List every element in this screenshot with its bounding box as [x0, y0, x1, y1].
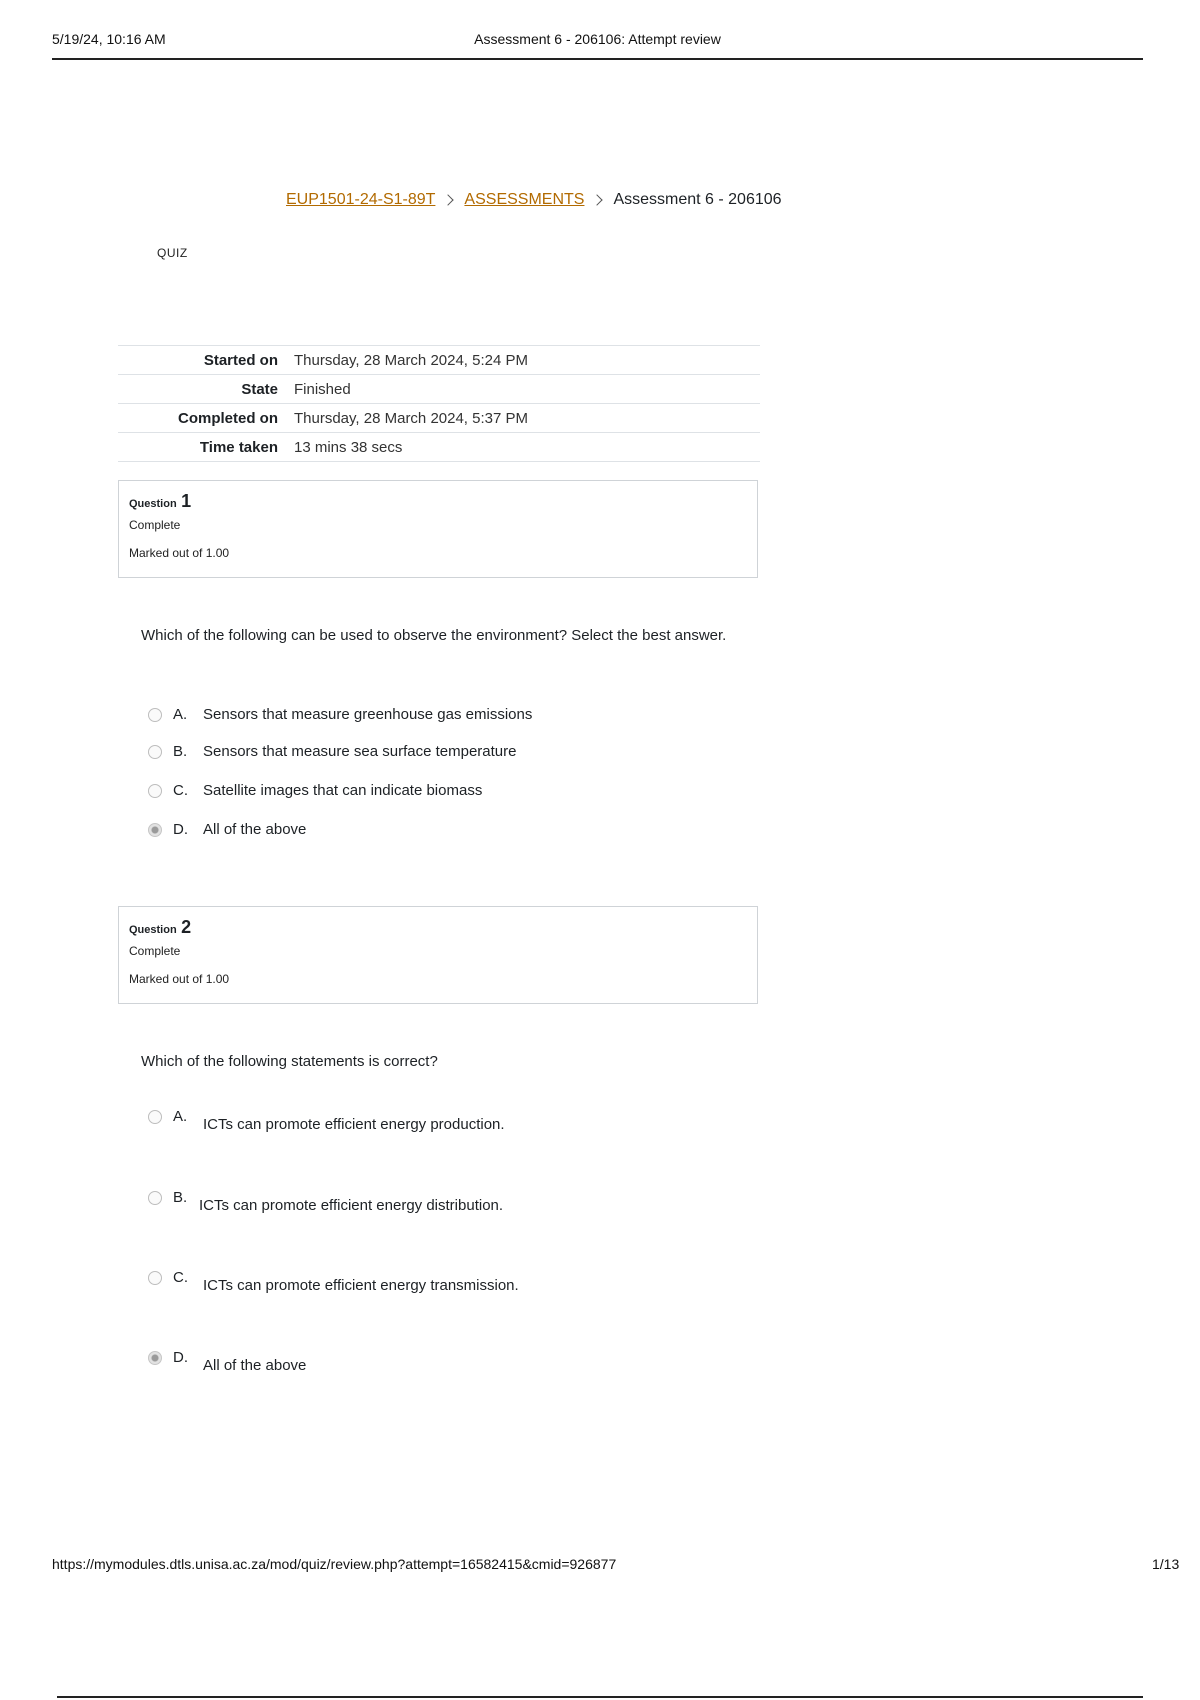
breadcrumb-current: Assessment 6 - 206106: [613, 191, 782, 208]
summary-key: Completed on: [118, 404, 294, 433]
print-date: 5/19/24, 10:16 AM: [52, 31, 166, 47]
option-text: All of the above: [203, 821, 307, 838]
question-number: 1: [181, 491, 192, 511]
question-label: Question: [129, 498, 177, 510]
option-text: ICTs can promote efficient energy distribution.: [199, 1197, 504, 1214]
option-text: Satellite images that can indicate biomass: [203, 782, 483, 799]
print-footer-url: https://mymodules.dtls.unisa.ac.za/mod/quiz/review.php?attempt=16582415&cmid=926877: [52, 1556, 617, 1572]
question-1-text: Which of the following can be used to observe the environment? Select the best answer.: [141, 627, 727, 644]
radio-icon[interactable]: [148, 745, 162, 759]
breadcrumb-course-link[interactable]: EUP1501-24-S1-89T: [286, 191, 436, 208]
summary-row-completed: [118, 404, 760, 433]
summary-row-state: [118, 375, 760, 404]
question-2-option-b[interactable]: [148, 1189, 503, 1214]
option-text: Sensors that measure greenhouse gas emissions: [203, 706, 533, 723]
question-2-option-d[interactable]: [148, 1349, 306, 1374]
question-1-option-d[interactable]: [148, 821, 306, 838]
summary-row-started: [118, 346, 760, 375]
option-letter: C.: [173, 1269, 188, 1286]
radio-icon[interactable]: [148, 1271, 162, 1285]
question-1-option-b[interactable]: [148, 743, 517, 760]
option-letter: A.: [173, 706, 188, 723]
radio-selected-icon[interactable]: [148, 1351, 162, 1365]
question-2-option-a[interactable]: [148, 1108, 505, 1133]
question-number: 2: [181, 917, 192, 937]
question-marks: Marked out of 1.00: [129, 972, 230, 986]
radio-icon[interactable]: [148, 708, 162, 722]
question-state: Complete: [129, 944, 181, 958]
print-page-number: 1/13: [1152, 1556, 1180, 1572]
option-letter: D.: [173, 1349, 188, 1366]
chevron-right-icon: [592, 194, 603, 205]
summary-key: State: [118, 375, 294, 404]
radio-selected-icon[interactable]: [148, 823, 162, 837]
summary-value: 13 mins 38 secs: [294, 433, 760, 462]
question-state: Complete: [129, 518, 181, 532]
question-2-text: Which of the following statements is correct?: [141, 1053, 438, 1070]
breadcrumb: [286, 191, 782, 209]
breadcrumb-assessments-link[interactable]: ASSESSMENTS: [464, 191, 585, 208]
print-header: [52, 28, 1143, 60]
question-2-info: [118, 906, 758, 1004]
radio-icon[interactable]: [148, 1110, 162, 1124]
question-2-option-c[interactable]: [148, 1269, 519, 1294]
radio-icon[interactable]: [148, 784, 162, 798]
summary-row-time-taken: [118, 433, 760, 462]
summary-key: Time taken: [118, 433, 294, 462]
question-label: Question: [129, 924, 177, 936]
question-marks: Marked out of 1.00: [129, 546, 230, 560]
option-letter: B.: [173, 743, 188, 760]
option-letter: C.: [173, 782, 188, 799]
attempt-summary-table: [118, 345, 760, 462]
print-title: Assessment 6 - 206106: Attempt review: [474, 31, 721, 47]
question-1-option-c[interactable]: [148, 782, 482, 799]
radio-icon[interactable]: [148, 1191, 162, 1205]
question-1-option-a[interactable]: [148, 706, 532, 723]
summary-value: Finished: [294, 375, 760, 404]
option-text: ICTs can promote efficient energy production.: [203, 1116, 505, 1133]
footer-divider: [57, 1696, 1143, 1698]
question-1-info: [118, 480, 758, 578]
chevron-right-icon: [443, 194, 454, 205]
option-text: All of the above: [203, 1357, 307, 1374]
option-text: Sensors that measure sea surface temperature: [203, 743, 517, 760]
option-letter: B.: [173, 1189, 188, 1206]
summary-key: Started on: [118, 346, 294, 375]
option-letter: A.: [173, 1108, 188, 1125]
summary-value: Thursday, 28 March 2024, 5:37 PM: [294, 404, 760, 433]
option-text: ICTs can promote efficient energy transmission.: [203, 1277, 519, 1294]
page-type-label: QUIZ: [157, 246, 188, 260]
option-letter: D.: [173, 821, 188, 838]
summary-value: Thursday, 28 March 2024, 5:24 PM: [294, 346, 760, 375]
